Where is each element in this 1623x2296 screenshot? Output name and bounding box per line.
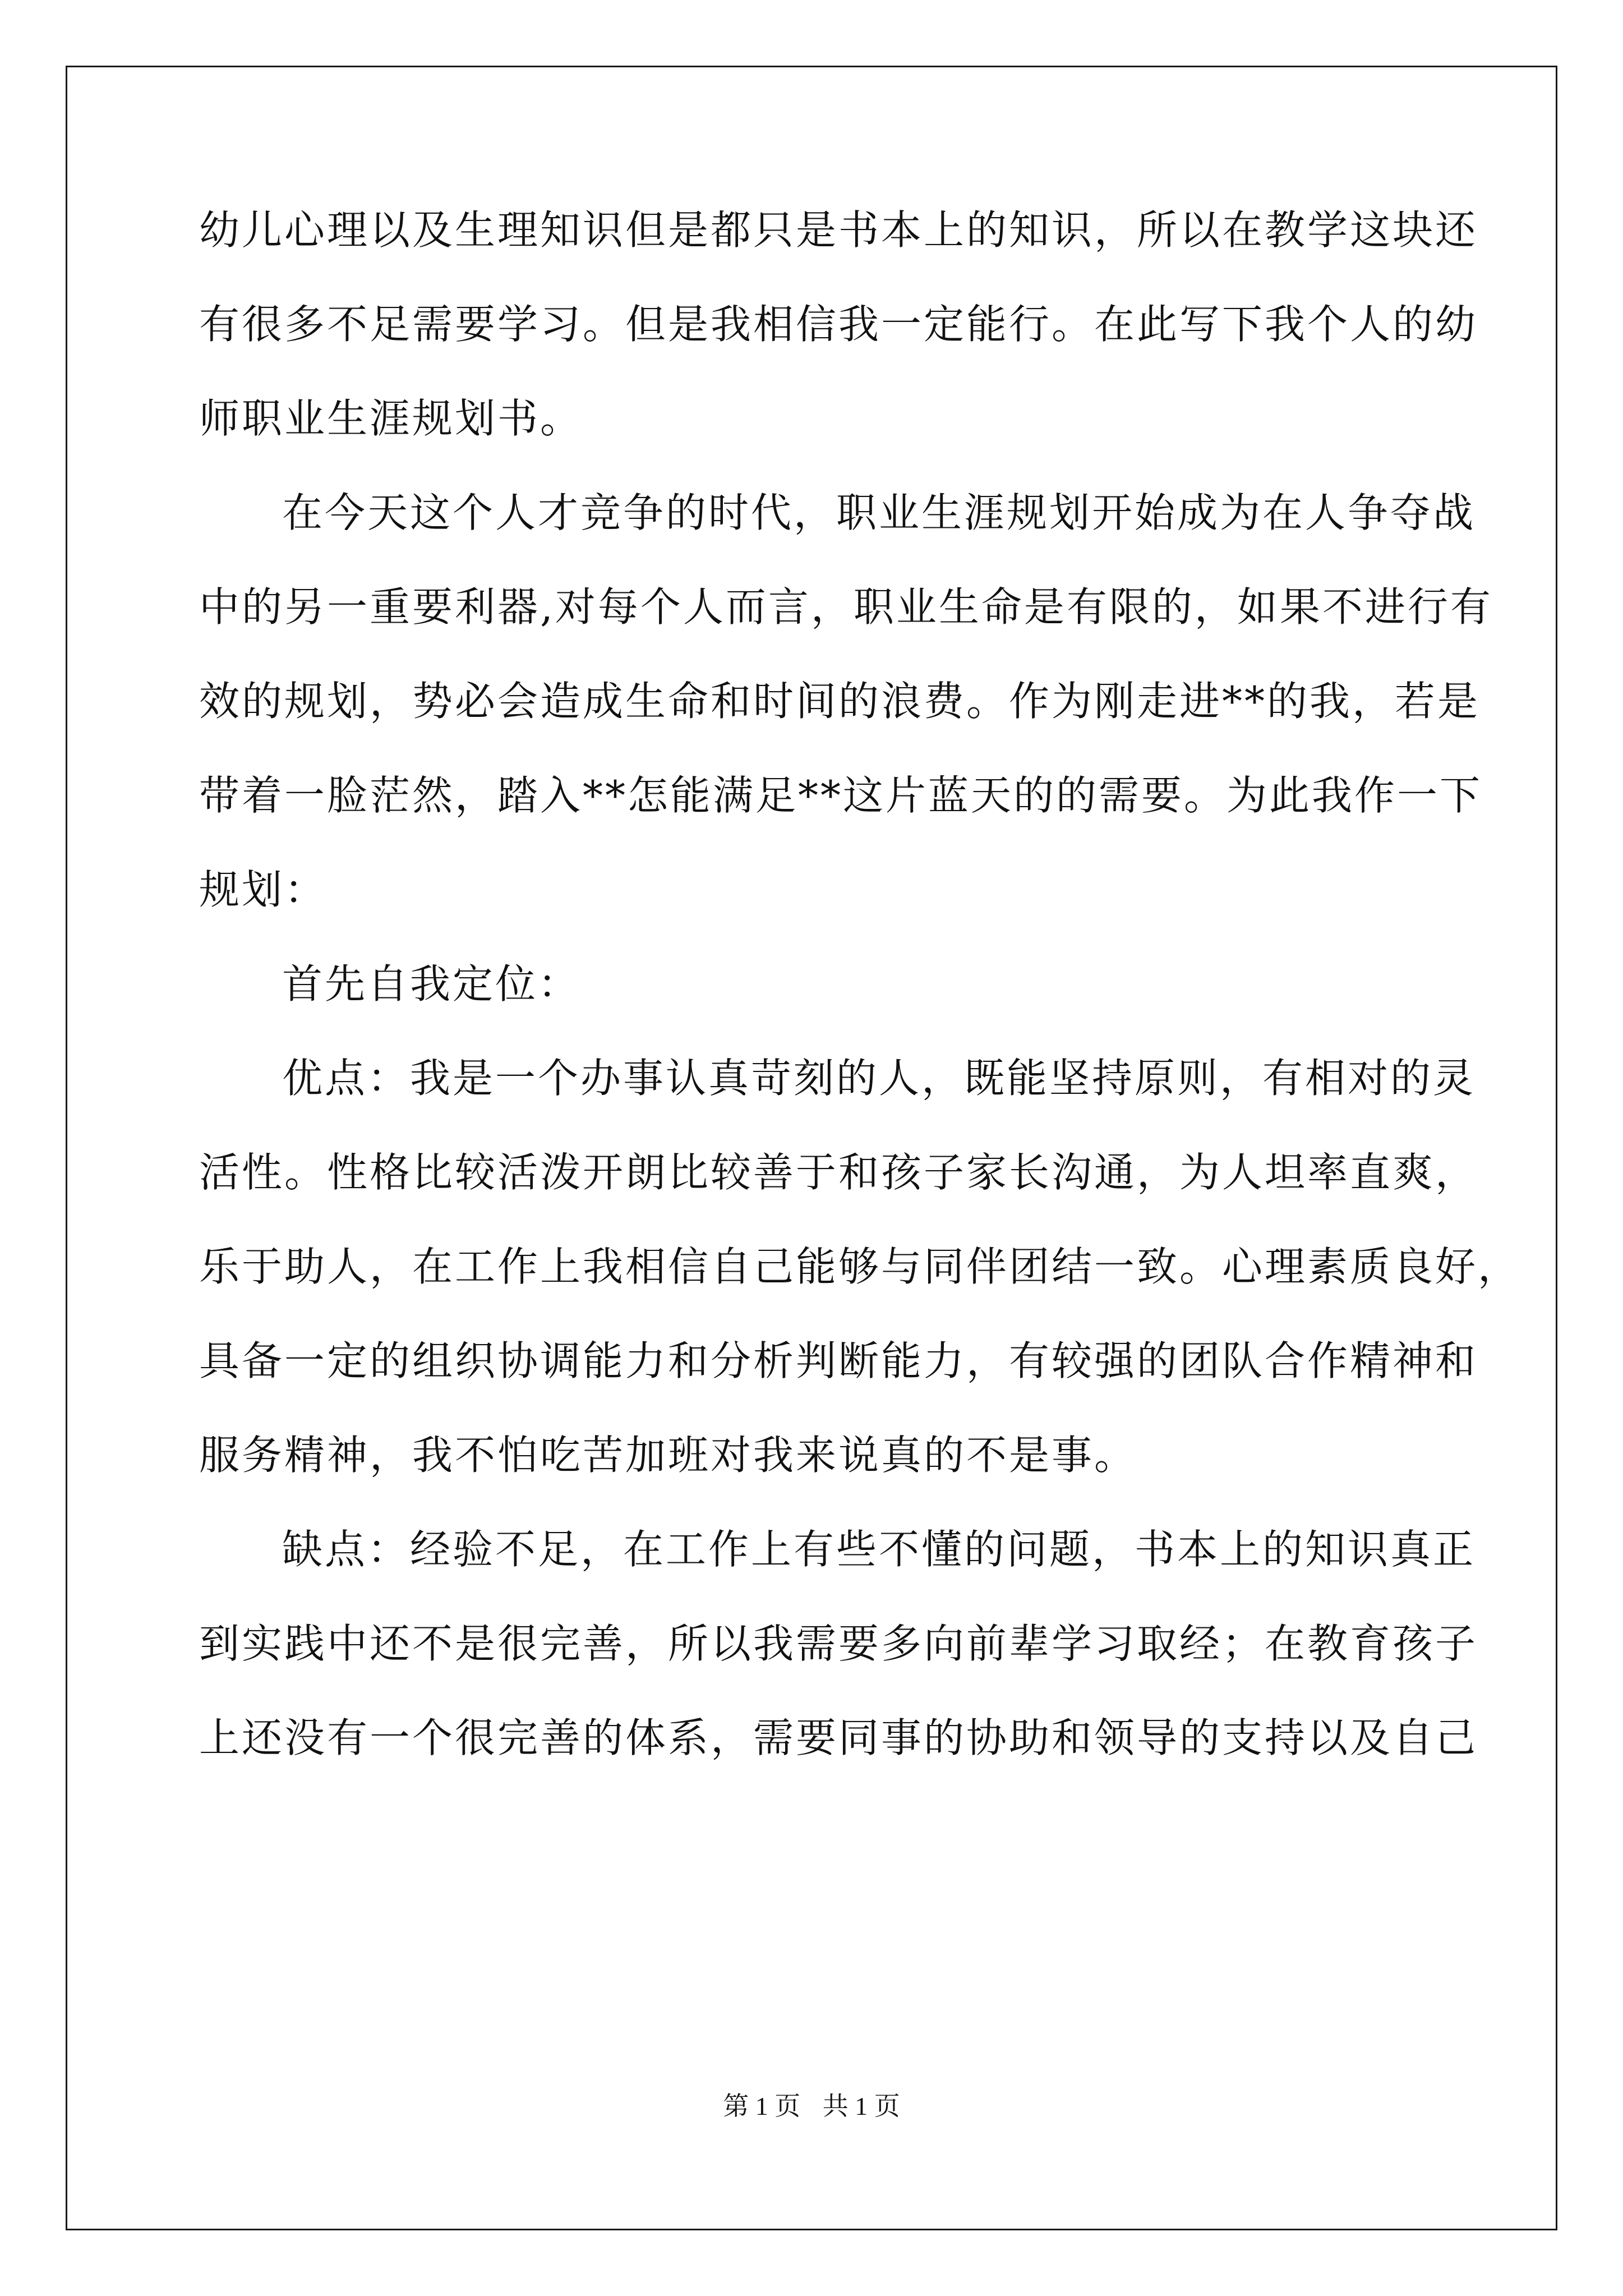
text-line: 具备一定的组织协调能力和分析判断能力，有较强的团队合作精神和 [199,1337,1478,1384]
paragraph-start: 在今天这个人才竞争的时代，职业生涯规划开始成为在人争夺战 [282,489,1476,536]
text-line: 效的规划，势必会造成生命和时间的浪费。作为刚走进**的我，若是 [199,678,1481,725]
text-line: 上还没有一个很完善的体系，需要同事的协助和领导的支持以及自己 [199,1714,1478,1761]
text-line: 幼儿心理以及生理知识但是都只是书本上的知识，所以在教学这块还 [199,206,1478,254]
paragraph-start: 缺点：经验不足，在工作上有些不懂的问题，书本上的知识真正 [282,1526,1476,1573]
text-line: 到实践中还不是很完善，所以我需要多向前辈学习取经；在教育孩子 [199,1620,1478,1667]
text-line: 乐于助人，在工作上我相信自己能够与同伴团结一致。心理素质良好， [199,1243,1521,1290]
text-line: 服务精神，我不怕吃苦加班对我来说真的不是事。 [199,1432,1137,1479]
text-line: 有很多不足需要学习。但是我相信我一定能行。在此写下我个人的幼 [199,301,1478,348]
text-line: 活性。性格比较活泼开朗比较善于和孩子家长沟通，为人坦率直爽， [199,1149,1478,1196]
page-total: 共 1 页 [822,2092,900,2120]
text-line: 规划： [199,866,328,913]
paragraph-start: 优点：我是一个办事认真苛刻的人，既能坚持原则，有相对的灵 [282,1055,1476,1102]
page-number: 第 1 页 [723,2092,801,2120]
page-footer [0,2090,1623,2123]
text-line: 师职业生涯规划书。 [199,395,583,442]
text-line: 带着一脸茫然，踏入**怎能满足**这片蓝天的的需要。为此我作一下 [199,772,1483,819]
section-heading: 首先自我定位： [282,960,581,1007]
text-line: 中的另一重要利器,对每个人而言，职业生命是有限的，如果不进行有 [199,583,1493,631]
